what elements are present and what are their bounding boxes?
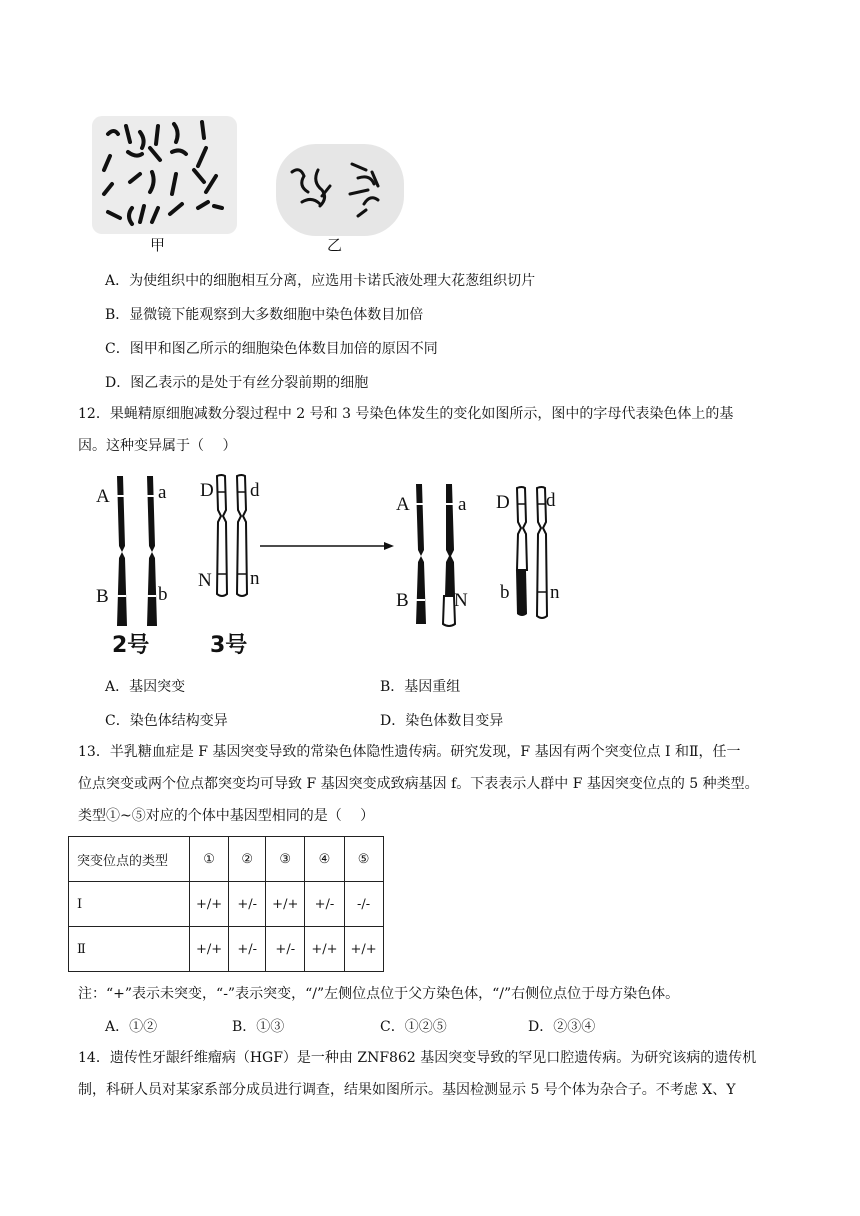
- figure-label-jia: 甲: [150, 236, 166, 254]
- table-cell: +/-: [305, 882, 344, 927]
- q13-stem-line3: 类型①~⑤对应的个体中基因型相同的是（ ）: [78, 808, 375, 824]
- chromosome-label-3: 3号: [210, 633, 248, 658]
- after-3-bottom-left: b: [500, 582, 510, 603]
- table-header-cell: 突变位点的类型: [69, 837, 190, 882]
- q12-option-b: B．基因重组: [380, 679, 461, 695]
- q13-stem-line2: 位点突变或两个位点都突变均可导致 F 基因突变成致病基因 f。下表表示人群中 F 基因突变位点的 5 种类型。: [78, 776, 759, 792]
- after-2-top-right: a: [458, 494, 467, 515]
- table-cell: Ⅰ: [69, 882, 190, 927]
- q14-stem-line2: 制，科研人员对某家系部分成员进行调查，结果如图所示。基因检测显示 5 号个体为杂合子。不考虑 X、Y: [78, 1082, 736, 1098]
- figure-label-yi: 乙: [327, 236, 343, 254]
- before-3-top-left: D: [200, 480, 214, 501]
- q13-option-a: A．①②: [105, 1019, 158, 1035]
- table-cell: Ⅱ: [69, 927, 190, 972]
- table-cell: +/+: [190, 927, 229, 972]
- q12-stem-line1: 12．果蝇精原细胞减数分裂过程中 2 号和 3 号染色体发生的变化如图所示，图中的字母代表染色体上的基: [78, 406, 734, 422]
- table-header-cell: ④: [305, 837, 344, 882]
- micrograph-figure: [88, 112, 418, 262]
- after-2-top-left: A: [396, 494, 410, 515]
- table-header-cell: ①: [190, 837, 229, 882]
- after-3-top-left: D: [496, 492, 510, 513]
- after-3-top-right: d: [546, 490, 556, 511]
- q11-option-c: C．图甲和图乙所示的细胞染色体数目加倍的原因不同: [105, 341, 438, 357]
- before-2-top-left: A: [96, 486, 110, 507]
- chromosome-label-2: 2号: [112, 633, 150, 658]
- table-cell: -/-: [344, 882, 383, 927]
- q13-option-b: B．①③: [232, 1019, 285, 1035]
- table-cell: +/-: [229, 927, 266, 972]
- q13-option-d: D．②③④: [528, 1019, 596, 1035]
- table-cell: +/+: [266, 882, 305, 927]
- q13-table-note: 注：“+”表示未突变，“-”表示突变，“/”左侧位点位于父方染色体，“/”右侧位点位于母方染色体。: [78, 986, 680, 1002]
- before-3-bottom-left: N: [198, 570, 212, 591]
- q12-option-d: D．染色体数目变异: [380, 713, 504, 729]
- q11-option-b: B．显微镜下能观察到大多数细胞中染色体数目加倍: [105, 307, 424, 323]
- after-2-bottom-right: N: [454, 590, 468, 611]
- before-3-bottom-right: n: [250, 568, 260, 589]
- q12-option-c: C．染色体结构变异: [105, 713, 228, 729]
- after-3-bottom-right: n: [550, 582, 560, 603]
- q13-stem-line1: 13．半乳糖血症是 F 基因突变导致的常染色体隐性遗传病。研究发现，F 基因有两个突变位点 I 和Ⅱ，任一: [78, 744, 741, 760]
- before-2-bottom-right: b: [158, 584, 168, 605]
- table-cell: +/-: [266, 927, 305, 972]
- table-cell: +/-: [229, 882, 266, 927]
- before-2-bottom-left: B: [96, 586, 109, 607]
- table-header-cell: ③: [266, 837, 305, 882]
- table-row: [69, 837, 384, 882]
- before-2-top-right: a: [158, 482, 167, 503]
- table-header-cell: ⑤: [344, 837, 383, 882]
- q11-option-d: D．图乙表示的是处于有丝分裂前期的细胞: [105, 375, 369, 391]
- mutation-site-table: [68, 836, 384, 972]
- table-cell: +/+: [190, 882, 229, 927]
- table-header-cell: ②: [229, 837, 266, 882]
- q13-option-c: C．①②⑤: [380, 1019, 447, 1035]
- table-row: [69, 882, 384, 927]
- table-row: [69, 927, 384, 972]
- q14-stem-line1: 14．遗传性牙龈纤维瘤病（HGF）是一种由 ZNF862 基因突变导致的罕见口腔遗传病。为研究该病的遗传机: [78, 1050, 757, 1066]
- q12-option-a: A．基因突变: [105, 679, 186, 695]
- table-cell: +/+: [344, 927, 383, 972]
- after-2-bottom-left: B: [396, 590, 409, 611]
- table-cell: +/+: [305, 927, 344, 972]
- micrograph-images: [88, 112, 418, 262]
- q12-stem-line2: 因。这种变异属于（ ）: [78, 438, 237, 454]
- before-3-top-right: d: [250, 480, 260, 501]
- chromosome-figure: [80, 474, 600, 658]
- q11-option-a: A．为使组织中的细胞相互分离，应选用卡诺氏液处理大花葱组织切片: [105, 273, 536, 289]
